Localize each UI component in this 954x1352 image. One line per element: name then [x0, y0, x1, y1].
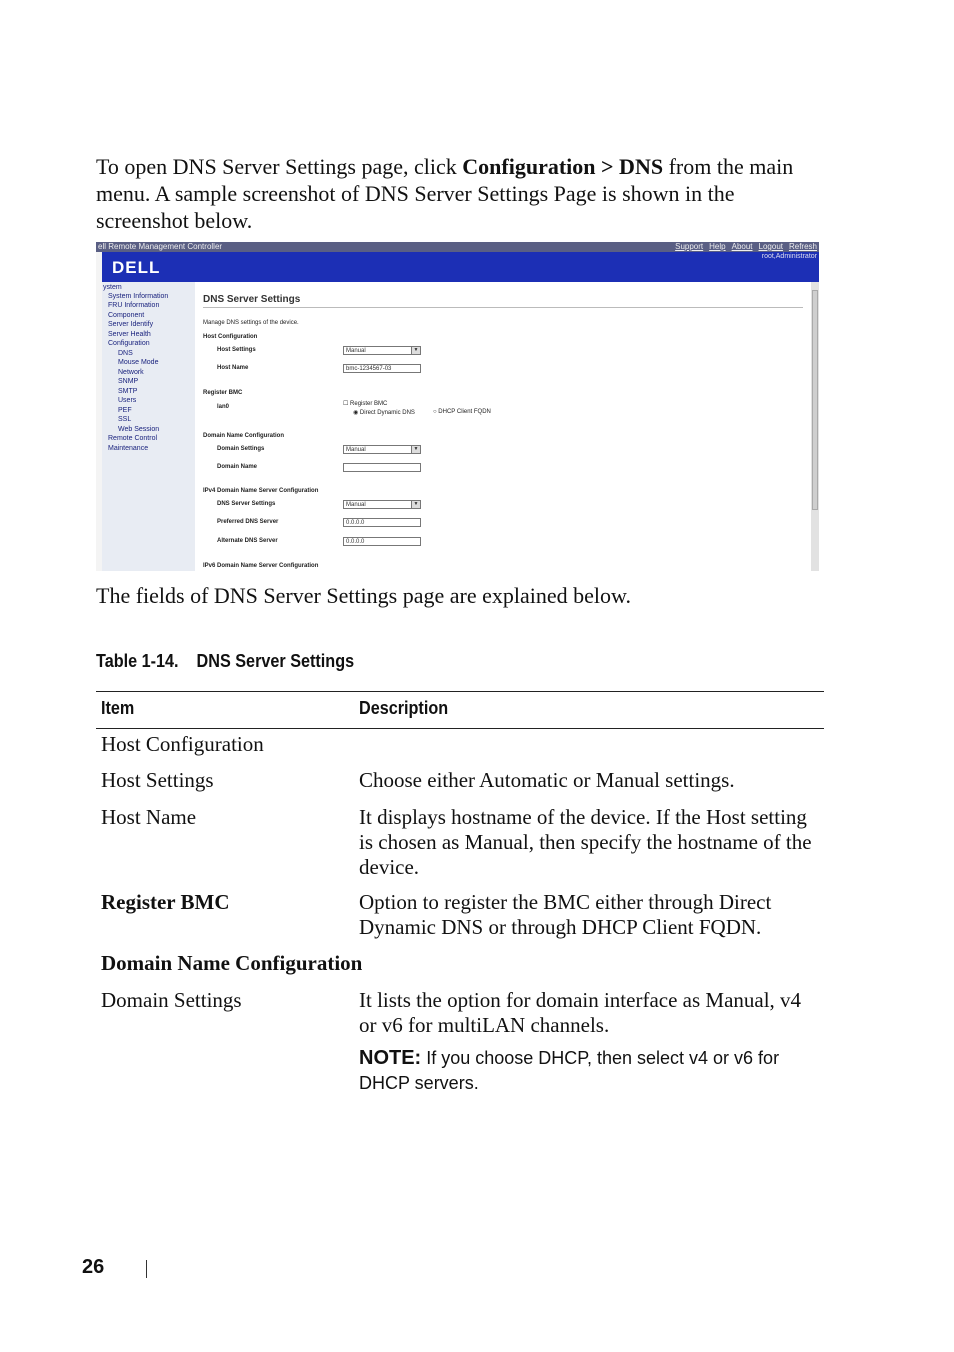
register-bmc-label: Register BMC — [350, 401, 388, 407]
page-number-divider — [146, 1260, 147, 1278]
refresh-link[interactable]: Refresh — [788, 242, 817, 251]
row-domain-settings-item: Domain Settings — [101, 988, 242, 1012]
ipv4-section-label: IPv4 Domain Name Server Configuration — [203, 488, 319, 494]
tree-ssl[interactable]: SSL — [118, 416, 132, 423]
panel-title: DNS Server Settings — [203, 294, 301, 305]
fields-intro: The fields of DNS Server Settings page are explained below. — [96, 583, 631, 608]
help-link[interactable]: Help — [709, 242, 726, 251]
tree-server-health[interactable]: Server Health — [108, 331, 151, 338]
support-link[interactable]: Support — [675, 242, 704, 251]
preferred-dns-label: Preferred DNS Server — [217, 519, 279, 525]
app-title: ell Remote Management Controller — [98, 242, 223, 251]
panel-subtitle: Manage DNS settings of the device. — [203, 320, 299, 326]
tree-web-session[interactable]: Web Session — [118, 426, 160, 433]
intro-paragraph — [96, 153, 826, 234]
host-settings-label: Host Settings — [217, 347, 256, 353]
dell-logo: DELL — [112, 258, 161, 277]
top-links — [669, 242, 817, 252]
dns-settings-select[interactable]: Manual ▼ — [343, 500, 421, 509]
tree-root[interactable]: ystem — [103, 284, 122, 291]
row-register-bmc-desc: Option to register the BMC either through Direct Dynamic DNS or through DHCP Client FQDN. — [359, 890, 772, 939]
host-section-label: Host Configuration — [203, 334, 258, 340]
host-name-input[interactable]: bmc-1234567-03 — [343, 364, 421, 373]
direct-dns-radio[interactable]: ◉ Direct Dynamic DNS — [353, 410, 415, 416]
dhcp-fqdn-radio[interactable]: ○ DHCP Client FQDN — [433, 409, 491, 415]
intro-text-2: from the main menu. A sample screenshot of DNS Server Settings Page is shown in the screenshot below. — [96, 154, 794, 233]
tree-network[interactable]: Network — [118, 369, 144, 376]
row-host-configuration-item: Host Configuration — [101, 732, 264, 756]
logged-user: root,Administrator — [761, 253, 817, 260]
dns-settings-panel — [195, 282, 811, 571]
nav-tree — [102, 282, 195, 571]
browser-title-bar — [96, 242, 819, 252]
tree-component[interactable]: Component — [108, 312, 145, 319]
dns-settings-screenshot — [96, 242, 819, 571]
domain-name-label: Domain Name — [217, 464, 258, 470]
tree-dns[interactable]: DNS — [118, 350, 133, 357]
host-settings-select[interactable]: Manual ▼ — [343, 346, 421, 355]
table-number: Table 1-14. — [96, 651, 179, 671]
row-register-bmc-item: Register BMC — [101, 890, 230, 914]
col-desc-header: Description — [359, 698, 449, 718]
tree-users[interactable]: Users — [118, 397, 137, 404]
register-section-label: Register BMC — [203, 390, 243, 396]
tree-maintenance[interactable]: Maintenance — [108, 445, 149, 452]
header-banner — [102, 252, 819, 282]
ipv6-section-label: IPv6 Domain Name Server Configuration — [203, 563, 319, 569]
alternate-dns-input[interactable]: 0.0.0.0 — [343, 537, 421, 546]
row-host-settings-desc: Choose either Automatic or Manual settings. — [359, 768, 735, 792]
tree-pef[interactable]: PEF — [118, 407, 132, 414]
logout-link[interactable]: Logout — [758, 242, 783, 251]
note-text: If you choose DHCP, then select v4 or v6 for DHCP servers. — [359, 1048, 780, 1093]
lan-label: lan0 — [217, 404, 230, 410]
page-number: 26 — [82, 1256, 105, 1278]
preferred-dns-input[interactable]: 0.0.0.0 — [343, 518, 421, 527]
table-header — [96, 691, 824, 729]
about-link[interactable]: About — [731, 242, 753, 251]
direct-dns-label: Direct Dynamic DNS — [359, 410, 415, 416]
dhcp-fqdn-label: DHCP Client FQDN — [438, 409, 491, 415]
title-divider — [203, 307, 803, 308]
register-bmc-checkbox[interactable]: ☐ Register BMC — [343, 401, 388, 407]
domain-section-label: Domain Name Configuration — [203, 433, 285, 439]
table-caption — [96, 651, 354, 672]
tree-smtp[interactable]: SMTP — [118, 388, 138, 395]
tree-mouse-mode[interactable]: Mouse Mode — [118, 359, 159, 366]
row-domain-name-configuration-item: Domain Name Configuration — [101, 951, 363, 975]
panel-scrollbar[interactable] — [811, 282, 819, 571]
host-name-label: Host Name — [217, 365, 249, 371]
row-host-name-item: Host Name — [101, 805, 197, 829]
menu-path: Configuration > DNS — [462, 154, 664, 179]
tree-system-information[interactable]: System Information — [108, 293, 169, 300]
tree-snmp[interactable]: SNMP — [118, 378, 139, 385]
domain-settings-select[interactable]: Manual ▼ — [343, 445, 421, 454]
tree-configuration[interactable]: Configuration — [108, 340, 150, 347]
tree-fru-information[interactable]: FRU Information — [108, 302, 160, 309]
col-item-header: Item — [101, 698, 135, 718]
alternate-dns-label: Alternate DNS Server — [217, 538, 278, 544]
domain-name-input[interactable] — [343, 463, 421, 472]
scrollbar-thumb[interactable] — [812, 290, 818, 510]
row-host-settings-item: Host Settings — [101, 768, 214, 792]
note-label: NOTE: — [359, 1047, 422, 1069]
tree-server-identify[interactable]: Server Identify — [108, 321, 154, 328]
row-domain-settings-desc: It lists the option for domain interface as Manual, v4 or v6 for multiLAN channels. — [359, 988, 802, 1037]
table-title: DNS Server Settings — [196, 651, 355, 671]
domain-settings-label: Domain Settings — [217, 446, 265, 452]
tree-remote-control[interactable]: Remote Control — [108, 435, 158, 442]
row-host-name-desc: It displays hostname of the device. If the Host setting is chosen as Manual, then specify the hostname of the device. — [359, 805, 812, 879]
dns-settings-label: DNS Server Settings — [217, 501, 276, 507]
note-block — [359, 1046, 821, 1096]
intro-text-1: To open DNS Server Settings page, click — [96, 154, 463, 179]
